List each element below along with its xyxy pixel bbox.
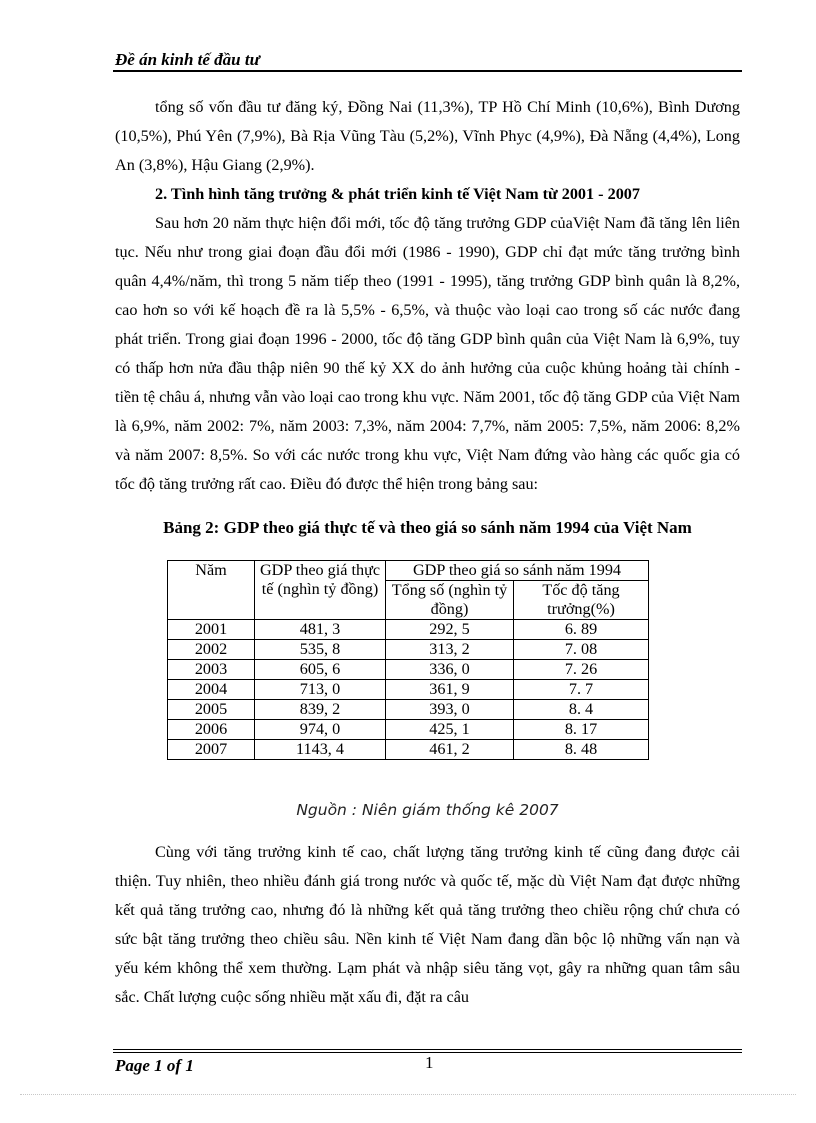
table-row: [168, 620, 649, 640]
cell-gdp: 605, 6: [255, 660, 386, 680]
cell-total: 292, 5: [386, 620, 514, 640]
table-row: [168, 740, 649, 760]
cell-year: 2001: [168, 620, 255, 640]
footer-page-label: Page 1 of 1: [115, 1056, 194, 1075]
footer-page-number: 1: [425, 1053, 434, 1072]
cell-total: 361, 9: [386, 680, 514, 700]
cell-gdp: 974, 0: [255, 720, 386, 740]
header-year: Năm: [168, 561, 255, 620]
document-body-continued: [115, 838, 740, 1012]
cell-gdp: 535, 8: [255, 640, 386, 660]
header-gdp-compare: GDP theo giá so sánh năm 1994: [386, 561, 649, 581]
cell-year: 2006: [168, 720, 255, 740]
header-growth: Tốc độ tăng trưởng(%): [514, 581, 649, 620]
section-heading: 2. Tình hình tăng trưởng & phát triển kinh tế Việt Nam từ 2001 - 2007: [155, 185, 640, 203]
cell-gdp: 839, 2: [255, 700, 386, 720]
cell-growth: 8. 17: [514, 720, 649, 740]
table-row: [168, 700, 649, 720]
table-title: Bảng 2: GDP theo giá thực tế và theo giá so sánh năm 1994 của Việt Nam: [163, 518, 692, 537]
footer-divider-top: [113, 1049, 742, 1050]
cell-growth: 7. 7: [514, 680, 649, 700]
header-gdp-current: GDP theo giá thực tế (nghìn tỷ đồng): [255, 561, 386, 620]
cell-gdp: 713, 0: [255, 680, 386, 700]
cell-gdp: 1143, 4: [255, 740, 386, 760]
section-paragraph: Sau hơn 20 năm thực hiện đổi mới, tốc độ tăng trưởng GDP củaViệt Nam đã tăng lên liên tục. Nếu như trong giai đoạn đầu đổi mới (1986 - 1990), GDP chỉ đạt mức tăng trưởng bình quân 4,4%/năm, thì trong 5 năm tiếp theo (1991 - 1995), tăng trưởng GDP bình quân là 8,2%, cao hơn so với kế hoạch đề ra là 5,5% - 6,5%, và thuộc vào loại cao trong số các nước đang phát triển. Trong giai đoạn 1996 - 2000, tốc độ tăng GDP bình quân của Việt Nam là 6,9%, tuy có thấp hơn nửa đầu thập niên 90 thế kỷ XX do ảnh hưởng của cuộc khủng hoảng tài chính - tiền tệ châu á, nhưng vẫn vào loại cao trong khu vực. Năm 2001, tốc độ tăng GDP của Việt Nam là 6,9%, năm 2002: 7%, năm 2003: 7,3%, năm 2004: 7,7%, năm 2005: 7,5%, năm 2006: 8,2% và năm 2007: 8,5%. So với các nước trong khu vực, Việt Nam đứng vào hàng các quốc gia có tốc độ tăng trưởng rất cao. Điều đó được thể hiện trong bảng sau:: [115, 214, 740, 493]
cell-year: 2002: [168, 640, 255, 660]
intro-paragraph: tổng số vốn đầu tư đăng ký, Đồng Nai (11,3%), TP Hồ Chí Minh (10,6%), Bình Dương (10,5%), Phú Yên (7,9%), Bà Rịa Vũng Tàu (5,2%), Vĩnh Phyc (4,9%), Đà Nẵng (4,4%), Long An (3,8%), Hậu Giang (2,9%).: [115, 98, 740, 174]
closing-paragraph: Cùng với tăng trưởng kinh tế cao, chất lượng tăng trưởng kinh tế cũng đang được cải thiện. Tuy nhiên, theo nhiều đánh giá trong nước và quốc tế, mặc dù Việt Nam đạt được những kết quả tăng trưởng cao, nhưng đó là những kết quả tăng trưởng theo chiều rộng chứ chưa có sức bật tăng trưởng theo chiều sâu. Nền kinh tế Việt Nam đang dần bộc lộ những vấn nạn và yếu kém không thể xem thường. Lạm phát và nhập siêu tăng vọt, gây ra những quan tâm sâu sắc. Chất lượng cuộc sống nhiều mặt xấu đi, đặt ra câu: [115, 843, 740, 1006]
header-total: Tổng số (nghìn tỷ đồng): [386, 581, 514, 620]
cell-total: 425, 1: [386, 720, 514, 740]
cell-total: 393, 0: [386, 700, 514, 720]
cell-growth: 7. 26: [514, 660, 649, 680]
cell-total: 313, 2: [386, 640, 514, 660]
cell-total: 336, 0: [386, 660, 514, 680]
cell-total: 461, 2: [386, 740, 514, 760]
table-row: [168, 720, 649, 740]
cell-year: 2005: [168, 700, 255, 720]
cell-growth: 7. 08: [514, 640, 649, 660]
cell-growth: 6. 89: [514, 620, 649, 640]
cell-growth: 8. 48: [514, 740, 649, 760]
header-divider: [113, 70, 742, 72]
cell-year: 2007: [168, 740, 255, 760]
cell-year: 2003: [168, 660, 255, 680]
table-row: [168, 680, 649, 700]
cell-year: 2004: [168, 680, 255, 700]
page-break-line: [20, 1094, 796, 1095]
document-header-title: Đề án kinh tế đầu tư: [115, 50, 260, 69]
document-body: [115, 93, 740, 499]
table-row: [168, 660, 649, 680]
gdp-table: [167, 560, 649, 760]
table-source: Nguồn : Niên giám thống kê 2007: [296, 801, 559, 819]
cell-growth: 8. 4: [514, 700, 649, 720]
table-row: [168, 640, 649, 660]
cell-gdp: 481, 3: [255, 620, 386, 640]
